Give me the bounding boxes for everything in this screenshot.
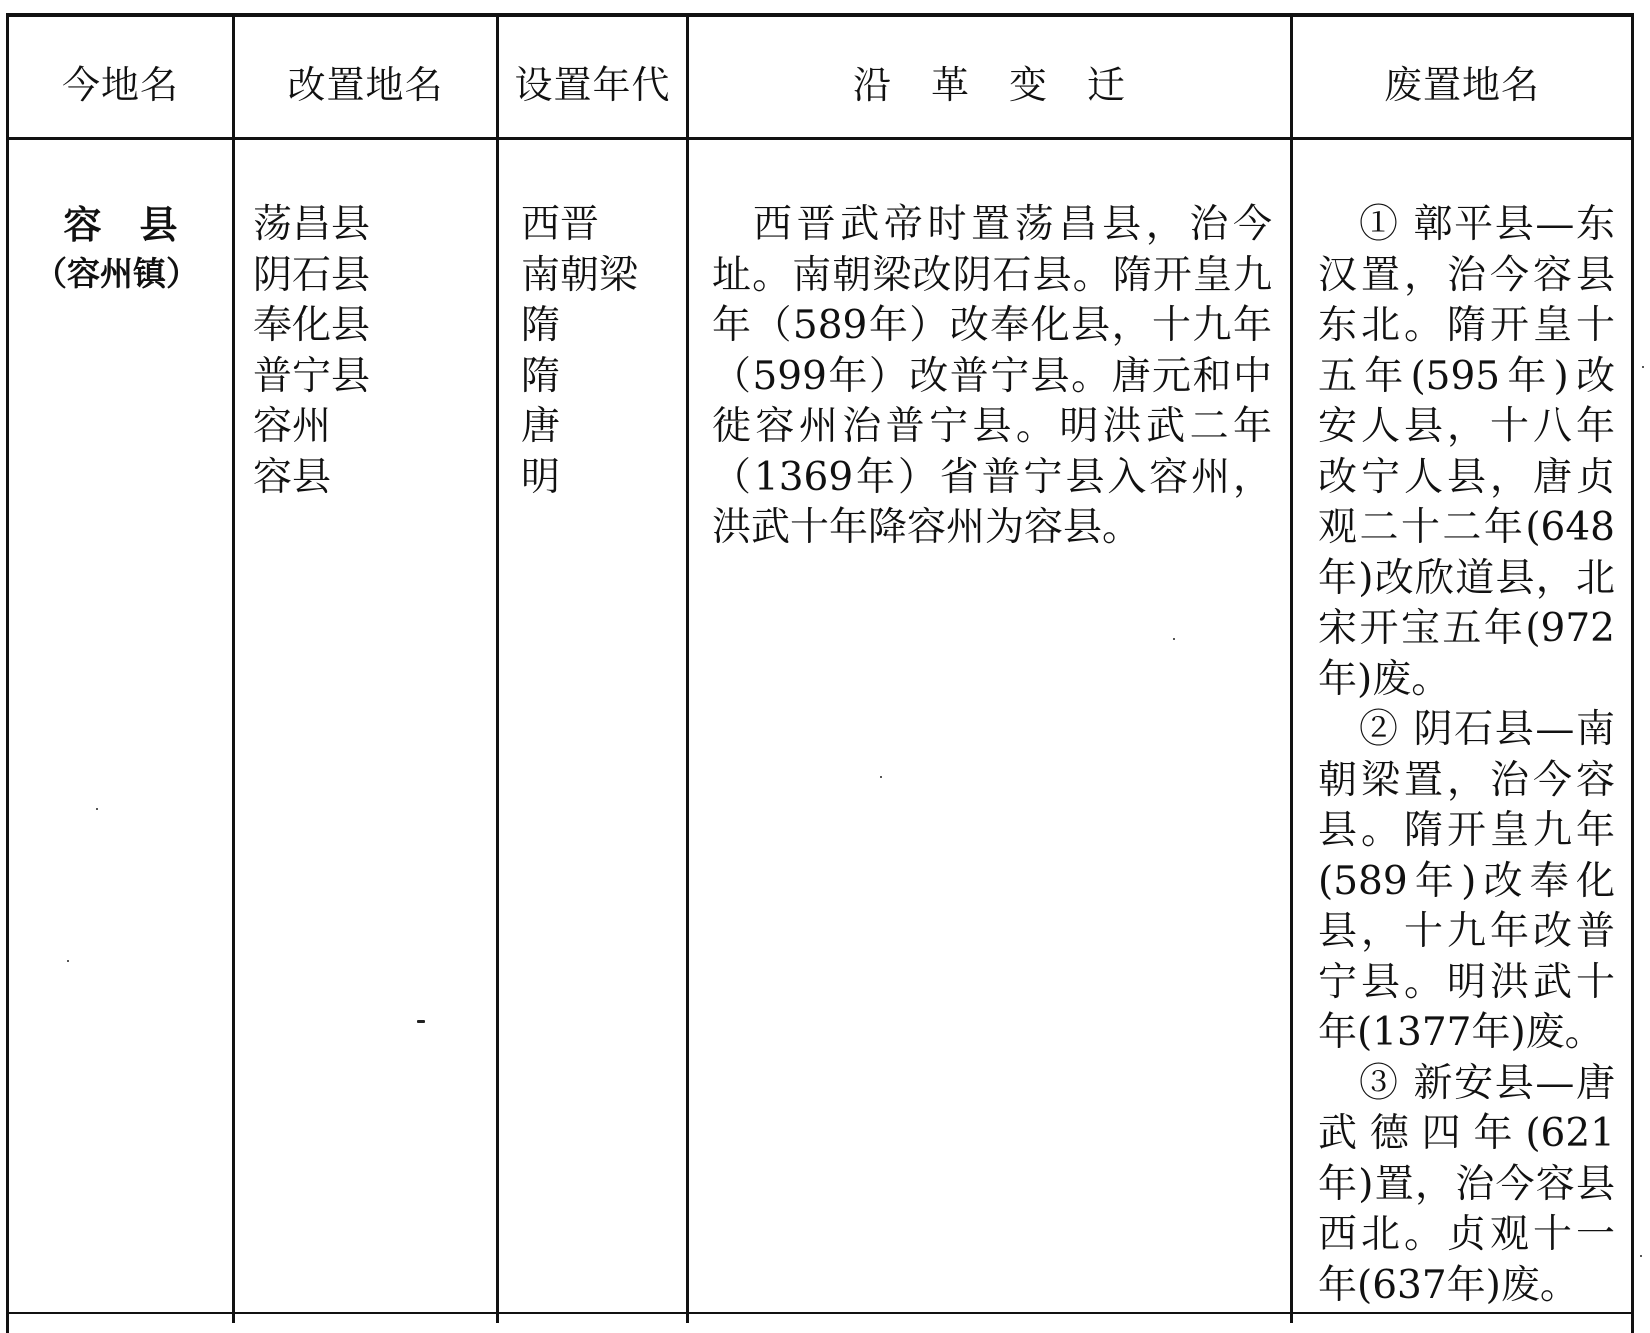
scan-speck [880, 776, 882, 778]
renamed-place-item: 容县 [253, 454, 332, 500]
cell-shezhi-niandai [521, 200, 681, 503]
header-jin-diming: 今地名 [61, 62, 179, 107]
scan-speck [1642, 366, 1644, 368]
era-item: 西晋 [521, 202, 600, 247]
cell-yange-bianqian: 西晋武帝时置荡昌县，治今址。南朝梁改阴石县。隋开皇九年（589年）改奉化县，十九年（599年）改普宁县。唐元和中徙容州治普宁县。明洪武二年（1369年）省普宁县入容州，洪武十年降容州为容县。 [712, 202, 1272, 550]
renamed-place-item: 奉化县 [253, 303, 371, 348]
col-divider-2 [496, 15, 499, 1323]
era-item: 隋 [521, 303, 561, 348]
scan-speck [417, 1020, 425, 1023]
renamed-place-item: 阴石县 [253, 252, 371, 298]
renamed-place-item: 容州 [253, 404, 332, 449]
header-shezhi-niandai: 设置年代 [514, 62, 671, 107]
col-divider-3 [686, 15, 689, 1323]
abolished-place-entry: ① 鄣平县—东汉置，治今容县东北。隋开皇十五年(595年)改安人县，十八年改宁人县，唐贞观二十二年(648年)改欣道县，北宋开宝五年(972年)废。 [1318, 202, 1615, 702]
renamed-place-item: 荡昌县 [253, 202, 371, 247]
renamed-place-item: 普宁县 [253, 353, 371, 399]
cell-gaizhi-diming [253, 200, 493, 503]
header-yange-bianqian: 沿 革 变 迁 [852, 62, 1126, 107]
cell-feizhi-diming [1318, 200, 1615, 1311]
abolished-place-entry: ③ 新安县—唐武德四年(621年)置，治今容县西北。贞观十一年(637年)废。 [1318, 1060, 1615, 1308]
scan-speck [67, 960, 69, 962]
scan-speck [1640, 1255, 1642, 1257]
era-item: 唐 [521, 404, 561, 449]
scan-speck [96, 808, 98, 810]
row-bottom-rule [6, 1312, 1634, 1314]
current-town-name: （容州镇） [34, 254, 199, 293]
era-item: 明 [521, 454, 561, 500]
scan-speck [1173, 638, 1175, 640]
header-feizhi-diming: 废置地名 [1383, 62, 1540, 107]
header-gaizhi-diming: 改置地名 [287, 62, 444, 107]
current-place-name: 容 县 [63, 202, 178, 247]
col-divider-1 [232, 15, 235, 1323]
cell-jin-diming [9, 200, 232, 298]
era-item: 南朝梁 [521, 252, 639, 298]
col-divider-4 [1290, 15, 1293, 1323]
abolished-place-entry: ② 阴石县—南朝梁置，治今容县。隋开皇九年(589年)改奉化县，十九年改普宁县。明洪武十年(1377年)废。 [1318, 707, 1615, 1055]
era-item: 隋 [521, 353, 561, 399]
